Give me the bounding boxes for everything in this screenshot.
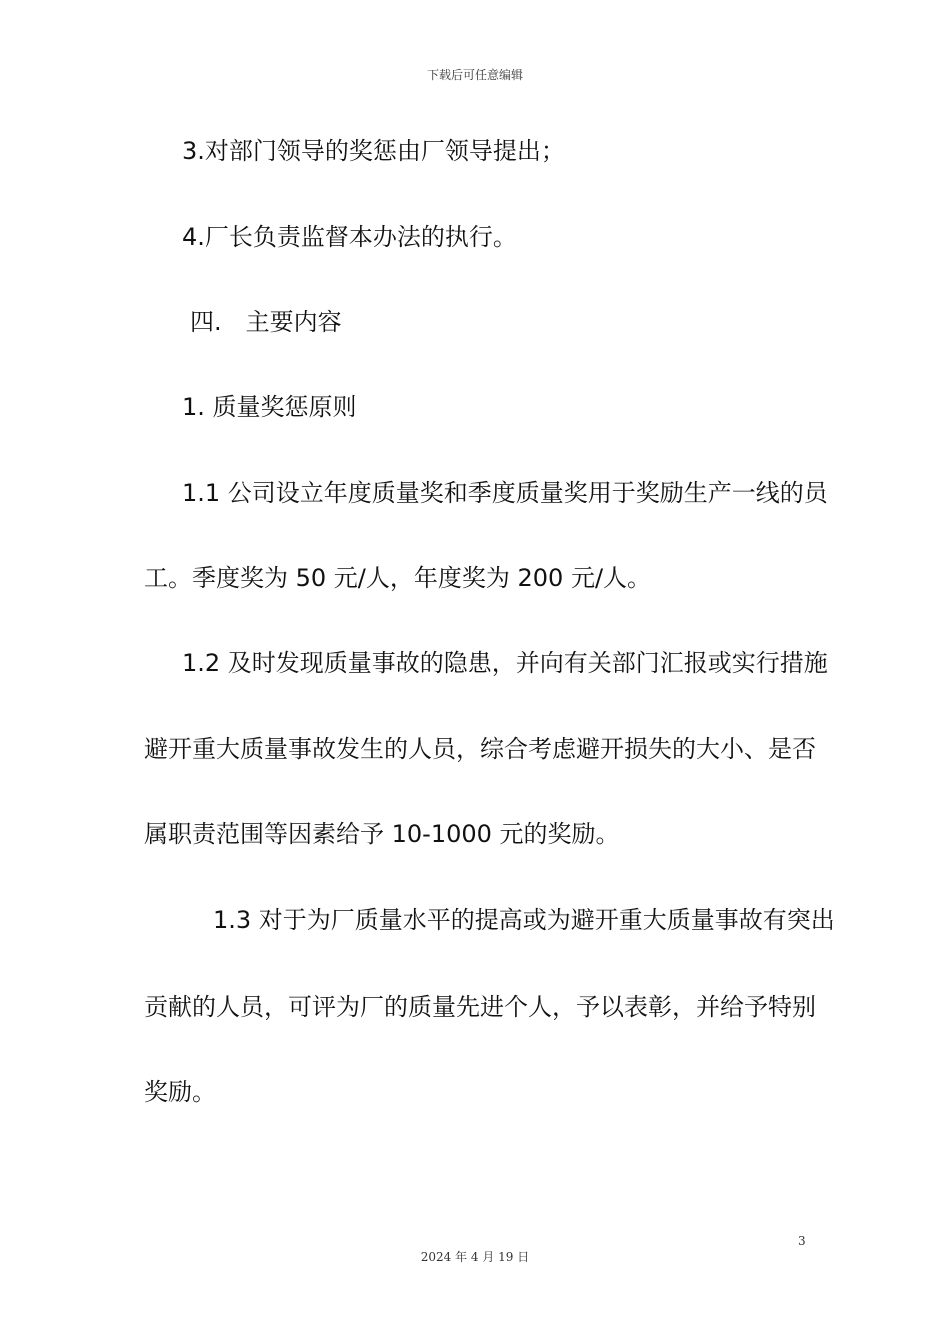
subsection-heading: 1. 质量奖惩原则 — [182, 393, 357, 421]
page-header: 下载后可任意编辑 — [426, 68, 523, 82]
body-line: 避开重大质量事故发生的人员，综合考虑避开损失的大小、是否 — [144, 735, 816, 763]
body-line: 工。季度奖为 50 元/人，年度奖为 200 元/人。 — [144, 564, 652, 592]
body-line: 1.2 及时发现质量事故的隐患，并向有关部门汇报或实行措施 — [182, 649, 828, 677]
body-line: 奖励。 — [144, 1078, 216, 1106]
body-line: 贡献的人员，可评为厂的质量先进个人，予以表彰，并给予特别 — [144, 993, 816, 1021]
footer-date: 2024 年 4 月 19 日 — [420, 1250, 530, 1264]
body-line: 1.3 对于为厂质量水平的提高或为避开重大质量事故有突出 — [213, 906, 835, 934]
body-line: 3.对部门领导的奖惩由厂领导提出； — [182, 137, 565, 165]
page-number: 3 — [798, 1234, 806, 1248]
body-line: 4.厂长负责监督本办法的执行。 — [182, 223, 517, 251]
body-line: 属职责范围等因素给予 10-1000 元的奖励。 — [144, 820, 620, 848]
section-heading: 四. 主要内容 — [190, 308, 342, 336]
body-line: 1.1 公司设立年度质量奖和季度质量奖用于奖励生产一线的员 — [182, 479, 828, 507]
